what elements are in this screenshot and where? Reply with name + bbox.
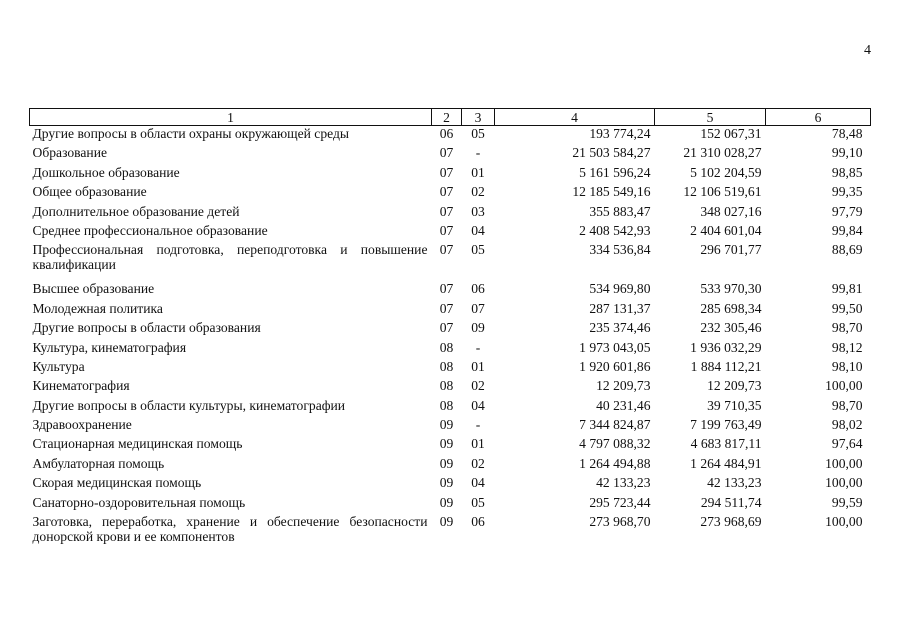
row-subsection: 06	[471, 514, 485, 530]
row-executed: 39 710,35	[707, 397, 762, 413]
row-subsection: 02	[471, 184, 485, 200]
row-name: Амбулаторная помощь	[32, 455, 165, 471]
column-header-1: 1	[30, 109, 432, 126]
row-section: 07	[439, 145, 454, 161]
row-planned: 40 231,46	[596, 397, 651, 413]
row-subsection: 05	[471, 126, 485, 141]
row-subsection: 02	[471, 455, 485, 471]
row-name: Стационарная медицинская помощь	[32, 436, 243, 452]
row-subsection: 04	[471, 475, 485, 491]
row-section: 06	[439, 126, 454, 141]
row-name: Высшее образование	[32, 281, 155, 297]
row-name: Среднее профессиональное образование	[32, 222, 268, 238]
column-header-6: 6	[766, 109, 871, 126]
column-header-3: 3	[462, 109, 495, 126]
row-section: 07	[439, 281, 454, 297]
row-percent: 88,69	[831, 242, 863, 258]
row-percent: 98,70	[831, 397, 863, 413]
row-section: 08	[439, 378, 454, 394]
row-percent: 97,79	[831, 203, 863, 219]
row-percent: 98,02	[831, 417, 863, 433]
table-row	[30, 495, 871, 514]
table-row	[30, 340, 871, 359]
row-subsection: 04	[471, 222, 485, 238]
row-section: 08	[439, 397, 454, 413]
table-header-row	[30, 109, 871, 126]
row-executed: 285 698,34	[700, 300, 762, 316]
row-percent: 99,10	[831, 145, 863, 161]
row-percent: 98,10	[831, 358, 863, 374]
row-executed: 21 310 028,27	[683, 145, 762, 161]
row-name: Заготовка, переработка, хранение и обеспечение безопасности донорской крови и ее компонентов	[32, 514, 428, 545]
row-percent: 99,81	[831, 281, 863, 297]
row-percent: 97,64	[831, 436, 863, 452]
row-section: 07	[439, 300, 454, 316]
row-name: Профессиональная подготовка, переподготовка и повышение квалификации	[32, 242, 428, 273]
row-planned: 12 209,73	[596, 378, 651, 394]
row-planned: 193 774,24	[589, 126, 651, 141]
row-executed: 294 511,74	[700, 494, 762, 510]
row-executed: 296 701,77	[700, 242, 762, 258]
column-header-5: 5	[655, 109, 766, 126]
row-executed: 533 970,30	[700, 281, 762, 297]
row-percent: 78,48	[831, 126, 863, 141]
row-subsection: -	[475, 339, 481, 355]
page-number: 4	[864, 43, 871, 58]
row-name: Дополнительное образование детей	[32, 203, 240, 219]
row-executed: 1 884 112,21	[690, 358, 762, 374]
table-row	[30, 242, 871, 281]
row-subsection: 01	[471, 164, 485, 180]
row-section: 09	[439, 417, 454, 433]
row-subsection: 05	[471, 494, 485, 510]
row-subsection: -	[475, 417, 481, 433]
row-planned: 1 920 601,86	[579, 358, 651, 374]
row-planned: 7 344 824,87	[579, 417, 651, 433]
row-name: Образование	[32, 145, 108, 161]
table-row	[30, 359, 871, 378]
row-section: 08	[439, 339, 454, 355]
row-subsection: 05	[471, 242, 485, 258]
table-row	[30, 514, 871, 553]
row-percent: 100,00	[825, 514, 863, 530]
table-row	[30, 223, 871, 242]
row-executed: 4 683 817,11	[690, 436, 762, 452]
table-row	[30, 398, 871, 417]
table-row	[30, 204, 871, 223]
row-section: 09	[439, 494, 454, 510]
table-row	[30, 145, 871, 164]
row-executed: 152 067,31	[700, 126, 762, 141]
row-executed: 2 404 601,04	[690, 222, 762, 238]
row-percent: 99,50	[831, 300, 863, 316]
row-planned: 2 408 542,93	[579, 222, 651, 238]
row-subsection: 09	[471, 320, 485, 336]
row-planned: 1 264 494,88	[579, 455, 651, 471]
row-percent: 100,00	[825, 455, 863, 471]
row-percent: 98,12	[831, 339, 863, 355]
table-row	[30, 165, 871, 184]
row-name: Скорая медицинская помощь	[32, 475, 202, 491]
row-executed: 7 199 763,49	[690, 417, 762, 433]
row-executed: 12 106 519,61	[683, 184, 762, 200]
table-row	[30, 320, 871, 339]
row-planned: 334 536,84	[589, 242, 651, 258]
column-header-4: 4	[495, 109, 655, 126]
row-executed: 5 102 204,59	[690, 164, 762, 180]
row-subsection: -	[475, 145, 481, 161]
row-name: Кинематография	[32, 378, 130, 394]
row-planned: 534 969,80	[589, 281, 651, 297]
row-section: 07	[439, 184, 454, 200]
row-planned: 287 131,37	[589, 300, 651, 316]
row-name: Культура, кинематография	[32, 339, 187, 355]
row-executed: 1 936 032,29	[690, 339, 762, 355]
row-section: 07	[439, 242, 454, 258]
row-percent: 98,85	[831, 164, 863, 180]
row-name: Дошкольное образование	[32, 164, 180, 180]
row-subsection: 06	[471, 281, 485, 297]
row-section: 07	[439, 203, 454, 219]
row-percent: 99,35	[831, 184, 863, 200]
row-subsection: 02	[471, 378, 485, 394]
row-name: Здравоохранение	[32, 417, 132, 433]
row-executed: 348 027,16	[700, 203, 762, 219]
row-section: 07	[439, 320, 454, 336]
table-row	[30, 475, 871, 494]
table-row	[30, 301, 871, 320]
row-section: 09	[439, 475, 454, 491]
row-planned: 295 723,44	[589, 494, 651, 510]
row-executed: 12 209,73	[707, 378, 762, 394]
table-row	[30, 281, 871, 300]
row-name: Санаторно-оздоровительная помощь	[32, 494, 246, 510]
row-section: 07	[439, 164, 454, 180]
row-percent: 99,84	[831, 222, 863, 238]
table-row	[30, 184, 871, 203]
column-header-2: 2	[432, 109, 462, 126]
row-executed: 273 968,69	[700, 514, 762, 530]
row-planned: 5 161 596,24	[579, 164, 651, 180]
row-subsection: 01	[471, 436, 485, 452]
row-percent: 99,59	[831, 494, 863, 510]
row-name: Другие вопросы в области охраны окружающей среды	[32, 126, 350, 141]
row-subsection: 03	[471, 203, 485, 219]
row-planned: 12 185 549,16	[572, 184, 651, 200]
row-name: Другие вопросы в области культуры, кинематографии	[32, 397, 346, 413]
row-executed: 1 264 484,91	[690, 455, 762, 471]
row-subsection: 07	[471, 300, 485, 316]
table-row	[30, 436, 871, 455]
budget-table	[29, 108, 871, 553]
row-name: Другие вопросы в области образования	[32, 320, 261, 336]
row-percent: 98,70	[831, 320, 863, 336]
row-name: Культура	[32, 358, 85, 374]
table-row	[30, 417, 871, 436]
row-section: 08	[439, 358, 454, 374]
row-subsection: 01	[471, 358, 485, 374]
row-section: 09	[439, 455, 454, 471]
row-name: Общее образование	[32, 184, 147, 200]
row-planned: 1 973 043,05	[579, 339, 651, 355]
row-executed: 232 305,46	[700, 320, 762, 336]
row-planned: 42 133,23	[596, 475, 651, 491]
table-row	[30, 378, 871, 397]
row-planned: 21 503 584,27	[572, 145, 651, 161]
row-percent: 100,00	[825, 378, 863, 394]
row-planned: 273 968,70	[589, 514, 651, 530]
row-section: 09	[439, 514, 454, 530]
row-planned: 355 883,47	[589, 203, 651, 219]
row-name: Молодежная политика	[32, 300, 163, 316]
row-executed: 42 133,23	[707, 475, 762, 491]
row-percent: 100,00	[825, 475, 863, 491]
row-section: 07	[439, 222, 454, 238]
row-subsection: 04	[471, 397, 485, 413]
row-planned: 4 797 088,32	[579, 436, 651, 452]
row-section: 09	[439, 436, 454, 452]
row-planned: 235 374,46	[589, 320, 651, 336]
table-row	[30, 126, 871, 146]
table-row	[30, 456, 871, 475]
